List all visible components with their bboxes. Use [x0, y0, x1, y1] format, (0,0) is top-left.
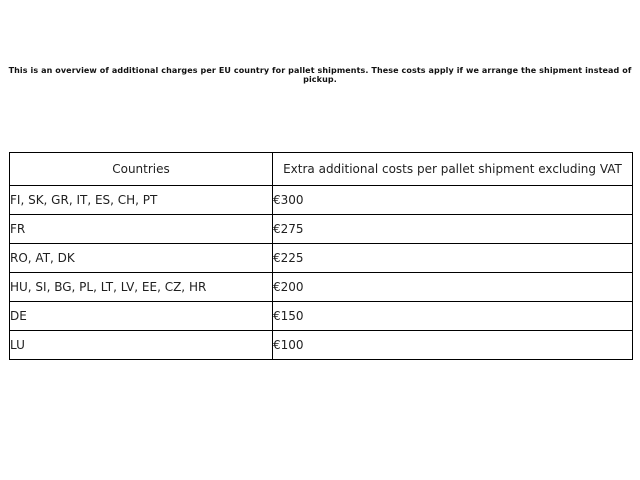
table-header: [10, 153, 633, 186]
table-row: [10, 244, 633, 273]
countries-cell: FR: [10, 215, 273, 244]
table-body: [10, 186, 633, 360]
table-row: [10, 186, 633, 215]
countries-cell: FI, SK, GR, IT, ES, CH, PT: [10, 186, 273, 215]
countries-cell: LU: [10, 331, 273, 360]
cost-cell: €150: [273, 302, 633, 331]
header-countries: Countries: [10, 153, 273, 186]
cost-cell: €275: [273, 215, 633, 244]
charges-table: [9, 152, 633, 360]
intro-text: This is an overview of additional charges per EU country for pallet shipments. These costs apply if we arrange the shipment instead of pickup.: [8, 66, 632, 84]
cost-cell: €200: [273, 273, 633, 302]
countries-cell: HU, SI, BG, PL, LT, LV, EE, CZ, HR: [10, 273, 273, 302]
cost-cell: €225: [273, 244, 633, 273]
table-row: [10, 331, 633, 360]
table-row: [10, 302, 633, 331]
header-extra-costs: Extra additional costs per pallet shipment excluding VAT: [273, 153, 633, 186]
cost-cell: €300: [273, 186, 633, 215]
header-row: [10, 153, 633, 186]
table-row: [10, 273, 633, 302]
table-row: [10, 215, 633, 244]
countries-cell: RO, AT, DK: [10, 244, 273, 273]
cost-cell: €100: [273, 331, 633, 360]
countries-cell: DE: [10, 302, 273, 331]
